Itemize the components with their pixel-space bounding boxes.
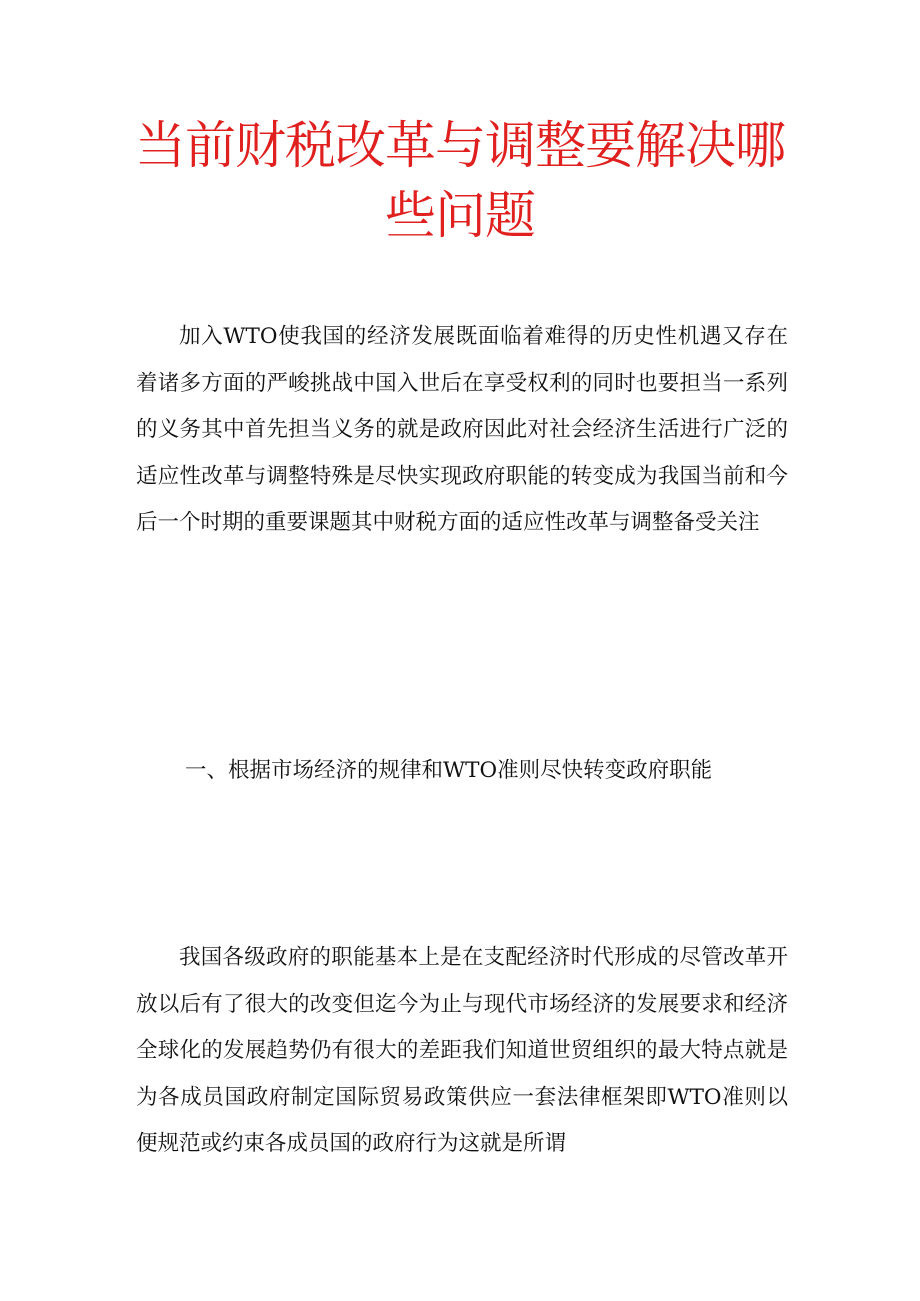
paragraph-intro: 加入WTO使我国的经济发展既面临着难得的历史性机遇又存在着诸多方面的严峻挑战中国入世后在享受权利的同时也要担当一系列的义务其中首先担当义务的就是政府因此对社会经济生活进行广泛的适应性改革与调整特殊是尽快实现政府职能的转变成为我国当前和今后一个时期的重要课题其中财税方面的适应性改革与调整备受关注 xyxy=(136,324,788,535)
section-heading: 一、根据市场经济的规律和WTO准则尽快转变政府职能 xyxy=(185,758,713,783)
document-title: 当前财税改革与调整要解决哪些问题 xyxy=(134,117,785,246)
paragraph-government-functions: 我国各级政府的职能基本上是在支配经济时代形成的尽管改革开放以后有了很大的改变但迄今为止与现代市场经济的发展要求和经济全球化的发展趋势仍有很大的差距我们知道世贸组织的最大特点就是为各成员国政府制定国际贸易政策供应一套法律框架即WTO准则以便规范或约束各成员国的政府行为这就是所谓 xyxy=(136,945,788,1156)
